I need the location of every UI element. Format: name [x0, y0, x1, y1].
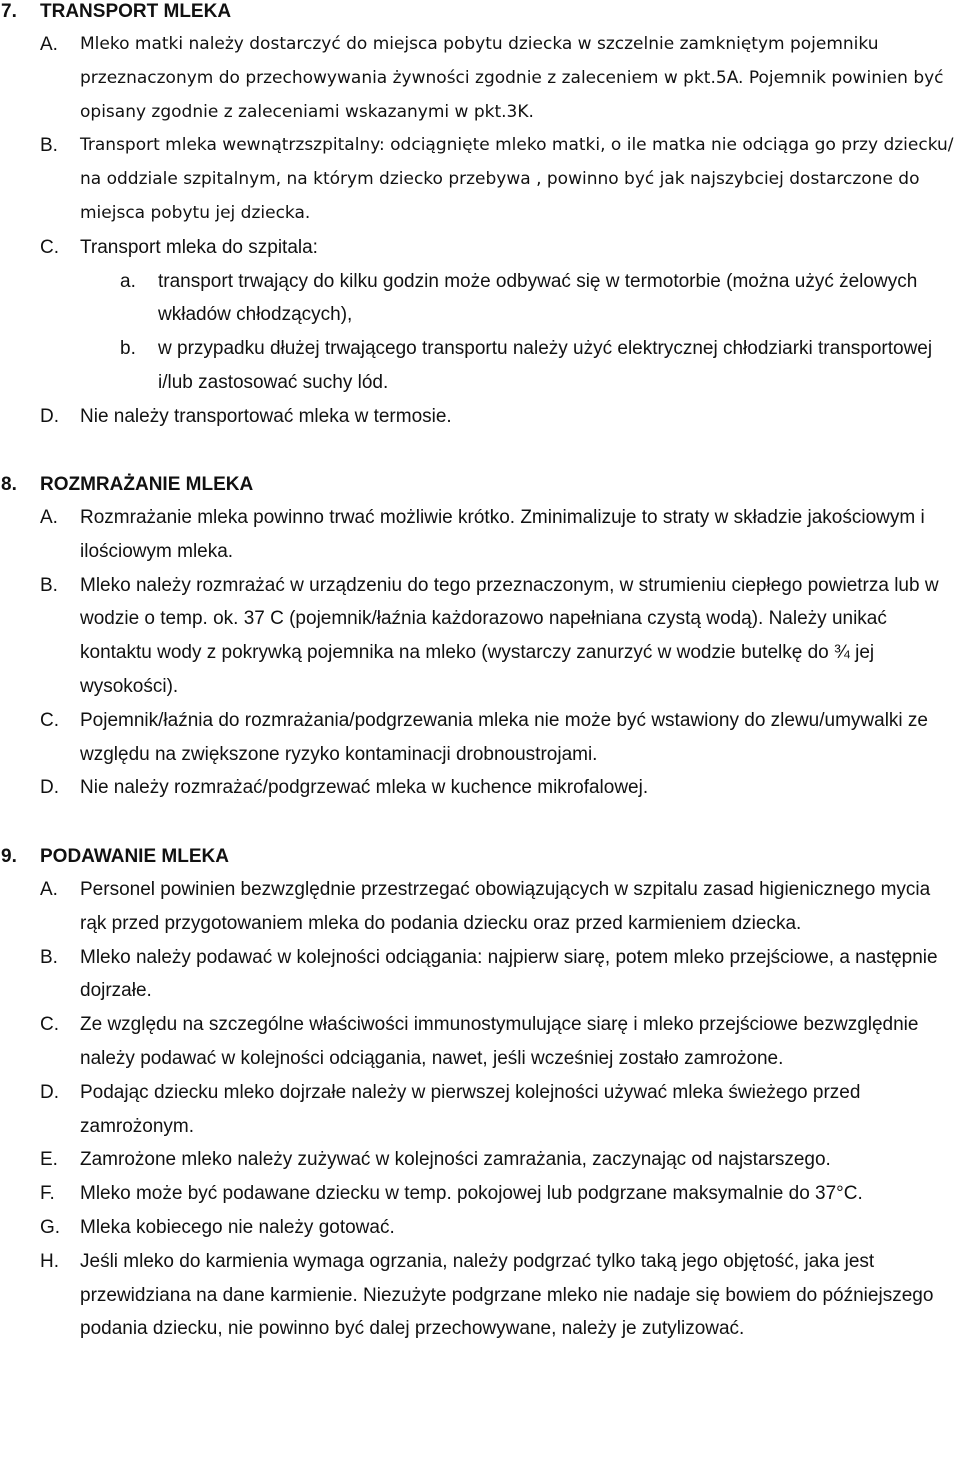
item-text: Mleko należy podawać w kolejności odciągania: najpierw siarę, potem mleko przejściowe, a następnie dojrzałe. — [80, 946, 938, 1002]
item-label: A. — [40, 507, 58, 528]
section-heading — [0, 841, 960, 873]
item-text: Mleka kobiecego nie należy gotować. — [80, 1216, 395, 1238]
item-label: G. — [40, 1216, 61, 1238]
item-text: Personel powinien bezwzględnie przestrzegać obowiązujących w szpitalu zasad higienicznego mycia rąk przed przygotowaniem mleka do podania dziecku oraz przed karmieniem dziecka. — [80, 879, 931, 934]
item-label: C. — [40, 1014, 59, 1036]
item-text: Podając dziecku mleko dojrzałe należy w pierwszej kolejności używać mleka świeżego przed zamrożonym. — [80, 1081, 861, 1137]
item-text: Mleko matki należy dostarczyć do miejsca pobytu dziecka w szczelnie zamkniętym pojemniku przeznaczonym do przechowywania żywności zgodnie z zaleceniem w pkt.5A. Pojemnik powinien być opisany zgodnie z zaleceniami wskazanymi w pkt.3K. — [80, 34, 944, 122]
sub-item-text: transport trwający do kilku godzin może odbywać się w termotorbie (można użyć żelowych wkładów chłodzących), — [158, 270, 918, 326]
item-label: B. — [40, 135, 58, 157]
section-heading — [0, 0, 960, 28]
item-text: Nie należy transportować mleka w termosie. — [80, 405, 452, 427]
list-item — [0, 28, 960, 129]
item-label: C. — [40, 236, 59, 258]
item-label: B. — [40, 946, 58, 968]
list-item — [0, 873, 960, 941]
list-item — [0, 1211, 960, 1245]
item-text: Ze względu na szczególne właściwości immunostymulujące siarę i mleko przejściowe bezwzględnie należy podawać w kolejności odciągania, nawet, jeśli wcześniej zostało zamrożone. — [80, 1014, 919, 1069]
item-label: D. — [40, 1081, 59, 1103]
list-item — [0, 1008, 960, 1076]
section-number: 7. — [1, 1, 17, 22]
sub-item-label: a. — [120, 270, 136, 292]
section-title: ROZMRAŻANIE MLEKA — [40, 474, 254, 495]
item-label: D. — [40, 405, 59, 427]
item-label: H. — [40, 1250, 59, 1272]
item-label: B. — [40, 574, 58, 596]
sub-list-item — [0, 265, 960, 333]
item-label: E. — [40, 1149, 58, 1171]
list-item — [0, 1143, 960, 1177]
item-text: Mleko może być podawane dziecku w temp. pokojowej lub podgrzane maksymalnie do 37°C. — [80, 1183, 863, 1205]
section-transport-mleka — [0, 0, 960, 434]
item-label: C. — [40, 709, 59, 731]
list-item — [0, 1177, 960, 1211]
section-title: PODAWANIE MLEKA — [40, 846, 229, 867]
sub-item-label: b. — [120, 338, 136, 360]
sub-item-text: w przypadku dłużej trwającego transportu należy użyć elektrycznej chłodziarki transportowej i/lub zastosować suchy lód. — [158, 338, 933, 393]
section-number: 8. — [1, 474, 17, 495]
item-text: Transport mleka do szpitala: — [80, 236, 318, 258]
item-text: Transport mleka wewnątrzszpitalny: odciągnięte mleko matki, o ile matka nie odciąga go przy dziecku/ na oddziale szpitalnym, na którym dziecko przebywa , powinno być jak najszybciej dostarczone do miejsca pobytu jej dziecka. — [80, 135, 954, 223]
list-item — [0, 129, 960, 230]
list-item — [0, 400, 960, 434]
list-item — [0, 231, 960, 265]
list-item — [0, 704, 960, 772]
list-item — [0, 941, 960, 1009]
section-podawanie-mleka — [0, 841, 960, 1346]
section-title: TRANSPORT MLEKA — [40, 1, 232, 22]
list-item — [0, 569, 960, 704]
sub-list-item — [0, 332, 960, 400]
item-label: F. — [40, 1183, 55, 1205]
item-label: A. — [40, 879, 58, 900]
item-label: A. — [40, 34, 58, 55]
item-label: D. — [40, 777, 59, 799]
section-rozmrazanie-mleka — [0, 469, 960, 805]
item-text: Rozmrażanie mleka powinno trwać możliwie krótko. Zminimalizuje to straty w składzie jakościowym i ilościowym mleka. — [80, 507, 925, 562]
section-heading — [0, 469, 960, 501]
list-item — [0, 771, 960, 805]
item-text: Mleko należy rozmrażać w urządzeniu do tego przeznaczonym, w strumieniu ciepłego powietrza lub w wodzie o temp. ok. 37 C (pojemnik/łaźnia każdorazowo napełniana czystą wodą). Należy unikać kontaktu wody z pokrywką pojemnika na mleko (wystarczy zanurzyć w wodzie butelkę do ¾ jej wysokości). — [80, 574, 939, 697]
list-item — [0, 1076, 960, 1144]
item-text: Zamrożone mleko należy zużywać w kolejności zamrażania, zaczynając od najstarszego. — [80, 1149, 831, 1171]
item-text: Nie należy rozmrażać/podgrzewać mleka w kuchence mikrofalowej. — [80, 777, 649, 799]
list-item — [0, 1245, 960, 1346]
list-item — [0, 501, 960, 569]
item-text: Jeśli mleko do karmienia wymaga ogrzania, należy podgrzać tylko taką jego objętość, jaka jest przewidziana na dane karmienie. Niezużyte podgrzane mleko nie nadaje się bowiem do późniejszego podania dziecku, nie powinno być dalej przechowywane, należy je zutylizować. — [80, 1250, 934, 1340]
item-text: Pojemnik/łaźnia do rozmrażania/podgrzewania mleka nie może być wstawiony do zlewu/umywalki ze względu na zwiększone ryzyko kontaminacji drobnoustrojami. — [80, 709, 928, 765]
section-number: 9. — [1, 846, 17, 867]
